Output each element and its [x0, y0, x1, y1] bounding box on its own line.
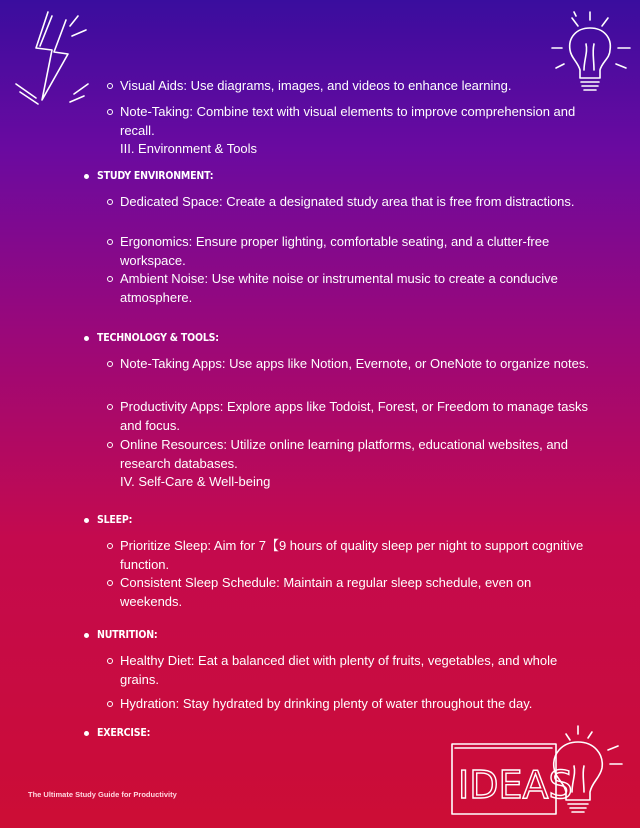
section-heading: EXERCISE:: [97, 727, 151, 739]
list-item: Healthy Diet: Eat a balanced diet with plenty of fruits, vegetables, and whole grains.: [120, 652, 590, 689]
list-item: Hydration: Stay hydrated by drinking plenty of water throughout the day.: [120, 695, 590, 714]
list-item: Dedicated Space: Create a designated study area that is free from distractions.: [120, 193, 590, 212]
ideas-lightbulb-icon: [448, 720, 634, 824]
section-heading: STUDY ENVIRONMENT:: [97, 170, 214, 182]
section-label: III. Environment & Tools: [120, 141, 258, 156]
list-item: Note-Taking Apps: Use apps like Notion, Evernote, or OneNote to organize notes.: [120, 355, 590, 374]
section-label: IV. Self-Care & Well-being: [120, 474, 271, 489]
list-item: Consistent Sleep Schedule: Maintain a regular sleep schedule, even on weekends.: [120, 574, 590, 611]
list-item: Productivity Apps: Explore apps like Todoist, Forest, or Freedom to manage tasks and focus.: [120, 398, 590, 435]
section-heading: SLEEP:: [97, 514, 133, 526]
list-item: Note-Taking: Combine text with visual elements to improve comprehension and recall.: [120, 103, 590, 140]
footer-title: The Ultimate Study Guide for Productivity: [28, 790, 177, 799]
list-item: Ergonomics: Ensure proper lighting, comfortable seating, and a clutter-free workspace.: [120, 233, 590, 270]
ideas-sign-text: IDEAS: [458, 763, 573, 807]
lightning-icon: [8, 8, 90, 108]
list-item: Online Resources: Utilize online learning platforms, educational websites, and research databases.: [120, 436, 590, 473]
list-item: Prioritize Sleep: Aim for 7【9 hours of quality sleep per night to support cognitive function.: [120, 537, 590, 574]
list-item: Visual Aids: Use diagrams, images, and videos to enhance learning.: [120, 77, 590, 96]
section-heading: NUTRITION:: [97, 629, 158, 641]
section-heading: TECHNOLOGY & TOOLS:: [97, 332, 219, 344]
list-item: Ambient Noise: Use white noise or instrumental music to create a conducive atmosphere.: [120, 270, 590, 307]
